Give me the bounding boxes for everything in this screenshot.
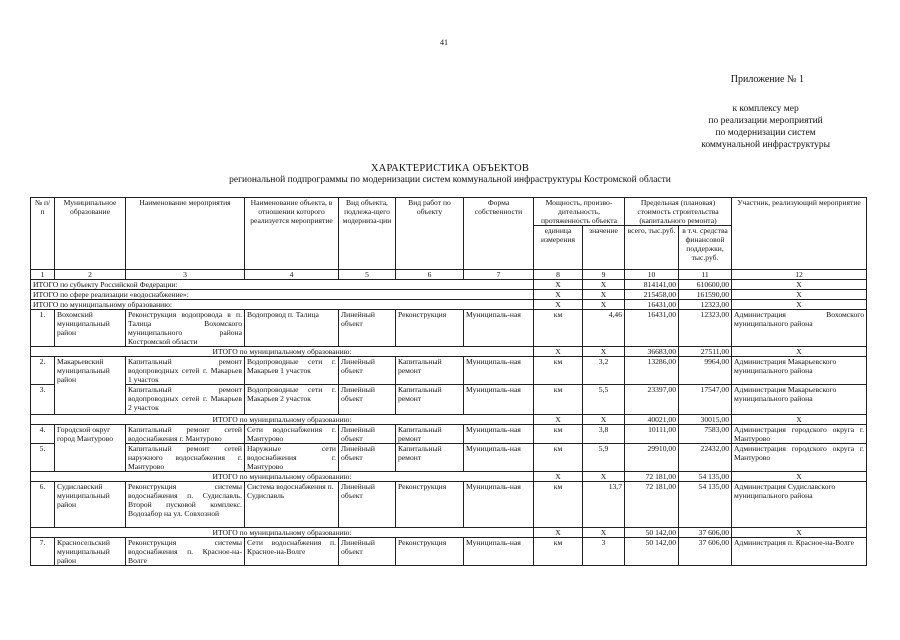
subtotal-row — [31, 528, 867, 538]
header-support: в т.ч. средства финансовой поддержки, тыс.руб. — [679, 226, 732, 270]
ownership: Муниципаль-ная — [464, 482, 534, 528]
subtotal-participant: X — [732, 472, 867, 482]
column-number: 9 — [583, 270, 625, 280]
value: 4,46 — [583, 310, 625, 347]
object-name: Сети водоснабжения г. Мантурово — [245, 425, 339, 444]
value: 3,8 — [583, 425, 625, 444]
measure-name: Капитальный ремонт сетей наружного водоснабжения г. Мантурово — [126, 444, 245, 472]
header-participant: Участник, реализующий мероприятие — [732, 198, 867, 270]
column-number: 6 — [396, 270, 464, 280]
subtotal-total: 40021,00 — [625, 415, 679, 425]
object-type: Линейный объект — [339, 444, 396, 472]
column-number: 4 — [245, 270, 339, 280]
unit: км — [534, 357, 583, 385]
table-row — [31, 538, 867, 566]
total-cost: 16431,00 — [625, 310, 679, 347]
header-measure: Наименование мероприятия — [126, 198, 245, 270]
summary-label: ИТОГО по муниципальному образованию: — [31, 300, 534, 310]
ownership: Муниципаль-ная — [464, 538, 534, 566]
appendix-title: Приложение № 1 — [730, 74, 804, 85]
participant: Администрация Вохомского муниципального района — [732, 310, 867, 347]
measure-name: Реконструкция системы водоснабжения п. Судиславль. Второй пусковой комплекс. Водозабор на ул. Совхозной — [126, 482, 245, 528]
summary-label: ИТОГО по субъекту Российской Федерации: — [31, 280, 534, 290]
participant: Администрация Судиславского муниципального района — [732, 482, 867, 528]
summary-label: ИТОГО по сфере реализации «водоснабжение»: — [31, 290, 534, 300]
work-type: Капитальный ремонт — [396, 425, 464, 444]
subtotal-value: X — [583, 415, 625, 425]
unit: км — [534, 444, 583, 472]
object-name: Система водоснабжения п. Судиславль — [245, 482, 339, 528]
object-type: Линейный объект — [339, 538, 396, 566]
header-cost: Предельная (плановая) стоимость строительства (капитального ремонта) — [625, 198, 732, 226]
municipality: Судиславский муниципальный район — [55, 482, 126, 528]
summary-value: X — [583, 280, 625, 290]
unit: км — [534, 482, 583, 528]
row-number: 5. — [31, 444, 55, 472]
table-row — [31, 357, 867, 385]
summary-row — [31, 300, 867, 310]
value: 3,2 — [583, 357, 625, 385]
header-total: всего, тыс.руб. — [625, 226, 679, 270]
participant: Администрация городского округа г. Мантурово — [732, 425, 867, 444]
summary-total: 215458,00 — [625, 290, 679, 300]
summary-value: X — [583, 290, 625, 300]
municipality: Красносельский муниципальный район — [55, 538, 126, 566]
ownership: Муниципаль-ная — [464, 310, 534, 347]
summary-participant: X — [732, 290, 867, 300]
column-number: 12 — [732, 270, 867, 280]
subtotal-unit: X — [534, 528, 583, 538]
subtotal-total: 36683,00 — [625, 347, 679, 357]
header-row — [31, 198, 867, 226]
summary-unit: X — [534, 300, 583, 310]
summary-row — [31, 280, 867, 290]
municipality: Городской округ город Мантурово — [55, 425, 126, 472]
work-type: Реконструкция — [396, 310, 464, 347]
support-cost: 12323,00 — [679, 310, 732, 347]
participant: Администрация Макарьевского муниципального района — [732, 385, 867, 415]
subtotal-support: 30015,00 — [679, 415, 732, 425]
table-row — [31, 425, 867, 444]
summary-participant: X — [732, 300, 867, 310]
subtotal-value: X — [583, 472, 625, 482]
municipality: Макарьевский муниципальный район — [55, 357, 126, 415]
subtotal-row — [31, 415, 867, 425]
support-cost: 9964,00 — [679, 357, 732, 385]
row-number: 4. — [31, 425, 55, 444]
table-row — [31, 310, 867, 347]
measure-name: Капитальный ремонт водопроводных сетей г. Макарьев 1 участок — [126, 357, 245, 385]
value: 5,5 — [583, 385, 625, 415]
subtotal-label: ИТОГО по муниципальному образованию: — [31, 415, 534, 425]
table-row — [31, 482, 867, 528]
participant: Администрация городского округа г. Мантурово — [732, 444, 867, 472]
object-type: Линейный объект — [339, 482, 396, 528]
support-cost: 37 606,00 — [679, 538, 732, 566]
support-cost: 7583,00 — [679, 425, 732, 444]
object-name: Водопроводные сети г. Макарьев 1 участок — [245, 357, 339, 385]
column-number: 7 — [464, 270, 534, 280]
unit: км — [534, 310, 583, 347]
appendix-subtitle-line: коммунальной инфраструктуры — [701, 140, 830, 150]
unit: км — [534, 425, 583, 444]
municipality: Вохомский муниципальный район — [55, 310, 126, 347]
object-name: Сети водоснабжения п. Красное-на-Волге — [245, 538, 339, 566]
ownership: Муниципаль-ная — [464, 444, 534, 472]
measure-name: Капитальный ремонт водопроводных сетей г. Макарьев 2 участок — [126, 385, 245, 415]
subtotal-value: X — [583, 528, 625, 538]
subtotal-unit: X — [534, 472, 583, 482]
summary-unit: X — [534, 290, 583, 300]
value: 5,9 — [583, 444, 625, 472]
summary-participant: X — [732, 280, 867, 290]
header-mo: Муниципальное образование — [55, 198, 126, 270]
object-type: Линейный объект — [339, 425, 396, 444]
subtotal-support: 27511,00 — [679, 347, 732, 357]
table-row — [31, 385, 867, 415]
header-num: № п/п — [31, 198, 55, 270]
unit: км — [534, 538, 583, 566]
subtotal-unit: X — [534, 415, 583, 425]
summary-value: X — [583, 300, 625, 310]
total-cost: 23397,00 — [625, 385, 679, 415]
ownership: Муниципаль-ная — [464, 425, 534, 444]
object-name: Водопровод п. Талица — [245, 310, 339, 347]
header-object: Наименование объекта, в отношении которого реализуется мероприятие — [245, 198, 339, 270]
support-cost: 22432,00 — [679, 444, 732, 472]
summary-support: 161590,00 — [679, 290, 732, 300]
summary-unit: X — [534, 280, 583, 290]
subtotal-label: ИТОГО по муниципальному образованию: — [31, 528, 534, 538]
subtotal-participant: X — [732, 528, 867, 538]
object-type: Линейный объект — [339, 357, 396, 385]
column-number: 10 — [625, 270, 679, 280]
participant: Администрация Макарьевского муниципального района — [732, 357, 867, 385]
document-subtitle: региональной подпрограммы по модернизации систем коммунальной инфраструктуры Костромской области — [229, 175, 671, 185]
total-cost: 13286,00 — [625, 357, 679, 385]
work-type: Реконструкция — [396, 538, 464, 566]
appendix-subtitle-line: по модернизации систем — [715, 128, 816, 138]
unit: км — [534, 385, 583, 415]
column-number: 3 — [126, 270, 245, 280]
object-type: Линейный объект — [339, 385, 396, 415]
measure-name: Капитальный ремонт сетей водоснабжения г. Мантурово — [126, 425, 245, 444]
header-value: значение — [583, 226, 625, 270]
header-capacity: Мощность, произво-дительность, протяженность объекта — [534, 198, 625, 226]
value: 13,7 — [583, 482, 625, 528]
object-name: Наружные сети водоснабжения г. Мантурово — [245, 444, 339, 472]
summary-support: 12323,00 — [679, 300, 732, 310]
appendix-subtitle-line: по реализации мероприятий — [708, 116, 823, 126]
total-cost: 29910,00 — [625, 444, 679, 472]
subtotal-participant: X — [732, 347, 867, 357]
participant: Администрация п. Красное-на-Волге — [732, 538, 867, 566]
summary-total: 16431,00 — [625, 300, 679, 310]
measure-name: Реконструкция водопровода в п. Талица Вохомского муниципального района Костромской области — [126, 310, 245, 347]
document-title: ХАРАКТЕРИСТИКА ОБЪЕКТОВ — [370, 163, 530, 174]
header-unit: единица измерения — [534, 226, 583, 270]
appendix-subtitle-line: к комплексу мер — [732, 104, 799, 114]
ownership: Муниципаль-ная — [464, 385, 534, 415]
subtotal-row — [31, 347, 867, 357]
row-number: 7. — [31, 538, 55, 566]
header-work-type: Вид работ по объекту — [396, 198, 464, 270]
summary-total: 814141,00 — [625, 280, 679, 290]
summary-row — [31, 290, 867, 300]
support-cost: 54 135,00 — [679, 482, 732, 528]
row-number: 2. — [31, 357, 55, 385]
total-cost: 72 181,00 — [625, 482, 679, 528]
subtotal-total: 72 181,00 — [625, 472, 679, 482]
table-row — [31, 444, 867, 472]
total-cost: 50 142,00 — [625, 538, 679, 566]
row-number: 3. — [31, 385, 55, 415]
column-number: 5 — [339, 270, 396, 280]
subtotal-participant: X — [732, 415, 867, 425]
subtotal-label: ИТОГО по муниципальному образованию: — [31, 347, 534, 357]
work-type: Капитальный ремонт — [396, 444, 464, 472]
objects-table — [30, 197, 867, 566]
measure-name: Реконструкция системы водоснабжения п. Красное-на-Волге — [126, 538, 245, 566]
subtotal-total: 50 142,00 — [625, 528, 679, 538]
subtotal-label: ИТОГО по муниципальному образованию: — [31, 472, 534, 482]
work-type: Реконструкция — [396, 482, 464, 528]
column-number: 11 — [679, 270, 732, 280]
subtotal-support: 37 606,00 — [679, 528, 732, 538]
summary-support: 610600,00 — [679, 280, 732, 290]
work-type: Капитальный ремонт — [396, 385, 464, 415]
column-number: 1 — [31, 270, 55, 280]
appendix-subtitle — [701, 103, 830, 151]
value: 3 — [583, 538, 625, 566]
header-ownership: Форма собственности — [464, 198, 534, 270]
page-number: 41 — [440, 38, 448, 47]
row-number: 6. — [31, 482, 55, 528]
column-number: 2 — [55, 270, 126, 280]
subtotal-row — [31, 472, 867, 482]
ownership: Муниципаль-ная — [464, 357, 534, 385]
total-cost: 10111,00 — [625, 425, 679, 444]
support-cost: 17547,00 — [679, 385, 732, 415]
work-type: Капитальный ремонт — [396, 357, 464, 385]
row-number: 1. — [31, 310, 55, 347]
column-number-row — [31, 270, 867, 280]
column-number: 8 — [534, 270, 583, 280]
subtotal-unit: X — [534, 347, 583, 357]
subtotal-value: X — [583, 347, 625, 357]
subtotal-support: 54 135,00 — [679, 472, 732, 482]
header-object-type: Вид объекта, подлежа-щего модерниза-ции — [339, 198, 396, 270]
object-name: Водопроводные сети г. Макарьев 2 участок — [245, 385, 339, 415]
object-type: Линейный объект — [339, 310, 396, 347]
